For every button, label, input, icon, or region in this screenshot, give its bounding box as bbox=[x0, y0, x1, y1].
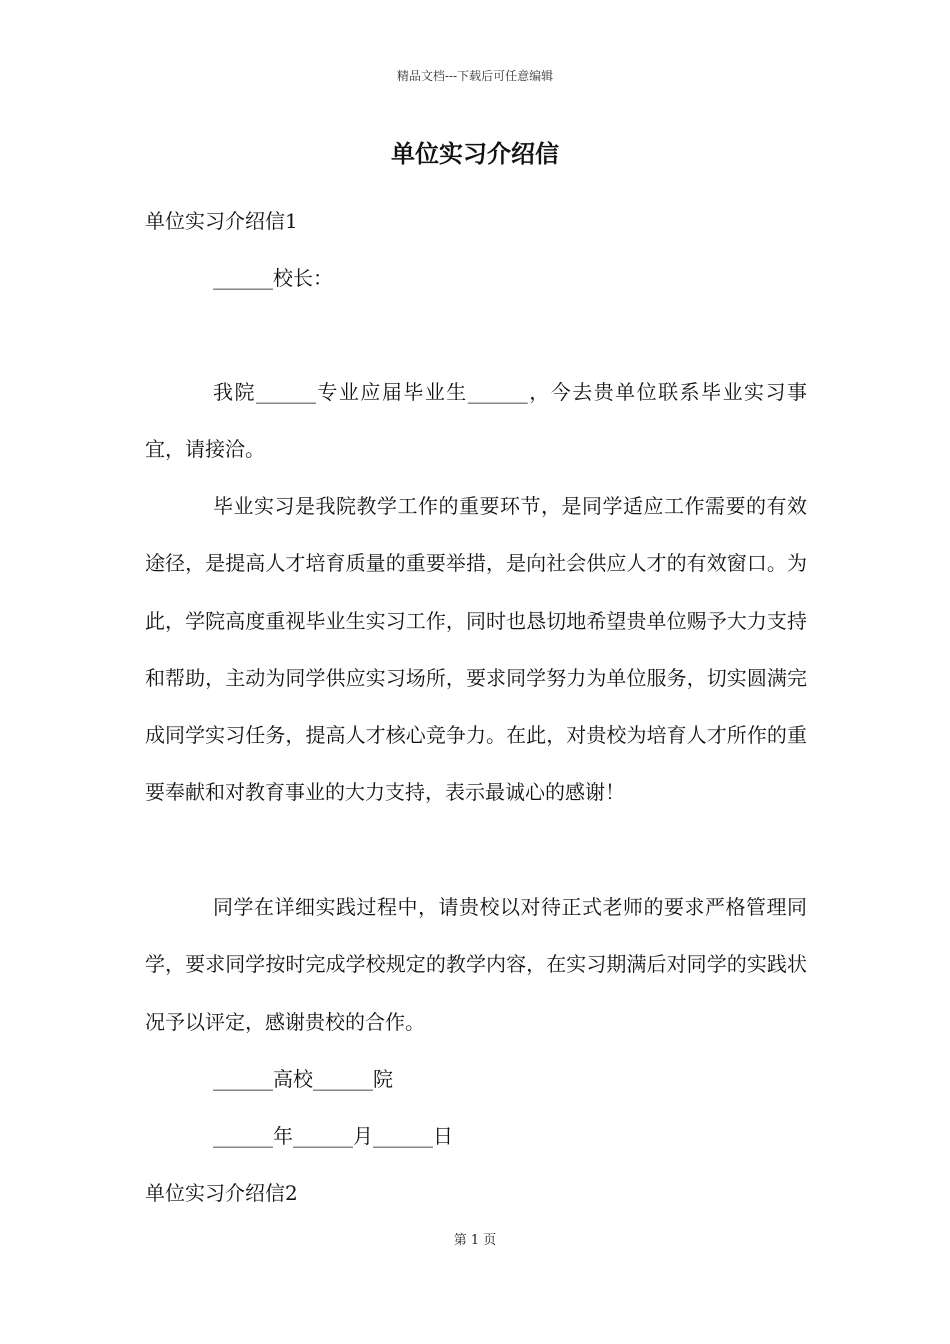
page-header: 精品文档---下载后可任意编辑 bbox=[396, 69, 554, 83]
page-number: 第 1 页 bbox=[453, 1233, 497, 1248]
section-heading-1: 单位实习介绍信1 bbox=[145, 209, 298, 233]
salutation: ______校长： bbox=[213, 266, 333, 290]
document-title: 单位实习介绍信 bbox=[391, 139, 559, 168]
paragraph-2: 毕业实习是我院教学工作的重要环节，是同学适应工作需要的有效途径，是提高人才培育质量的重要举措，是向社会供应人才的有效窗口。为此，学院高度重视毕业生实习工作，同时也恳切地希望贵单位赐予大力支持和帮助，主动为同学供应实习场所，要求同学努力为单位服务，切实圆满完成同学实习任务，提高人才核心竞争力。在此，对贵校为培育人才所作的重要奉献和对教育事业的大力支持，表示最诚心的感谢！ bbox=[145, 494, 807, 805]
signature-line: ______高校______院 bbox=[213, 1067, 393, 1091]
paragraph-3: 同学在详细实践过程中，请贵校以对待正式老师的要求严格管理同学，要求同学按时完成学校规定的教学内容，在实习期满后对同学的实践状况予以评定，感谢贵校的合作。 bbox=[145, 895, 807, 1034]
date-line: ______年______月______日 bbox=[213, 1124, 453, 1148]
paragraph-1: 我院______专业应届毕业生______，今去贵单位联系毕业实习事宜，请接洽。 bbox=[145, 380, 807, 462]
section-heading-2: 单位实习介绍信2 bbox=[145, 1181, 298, 1205]
